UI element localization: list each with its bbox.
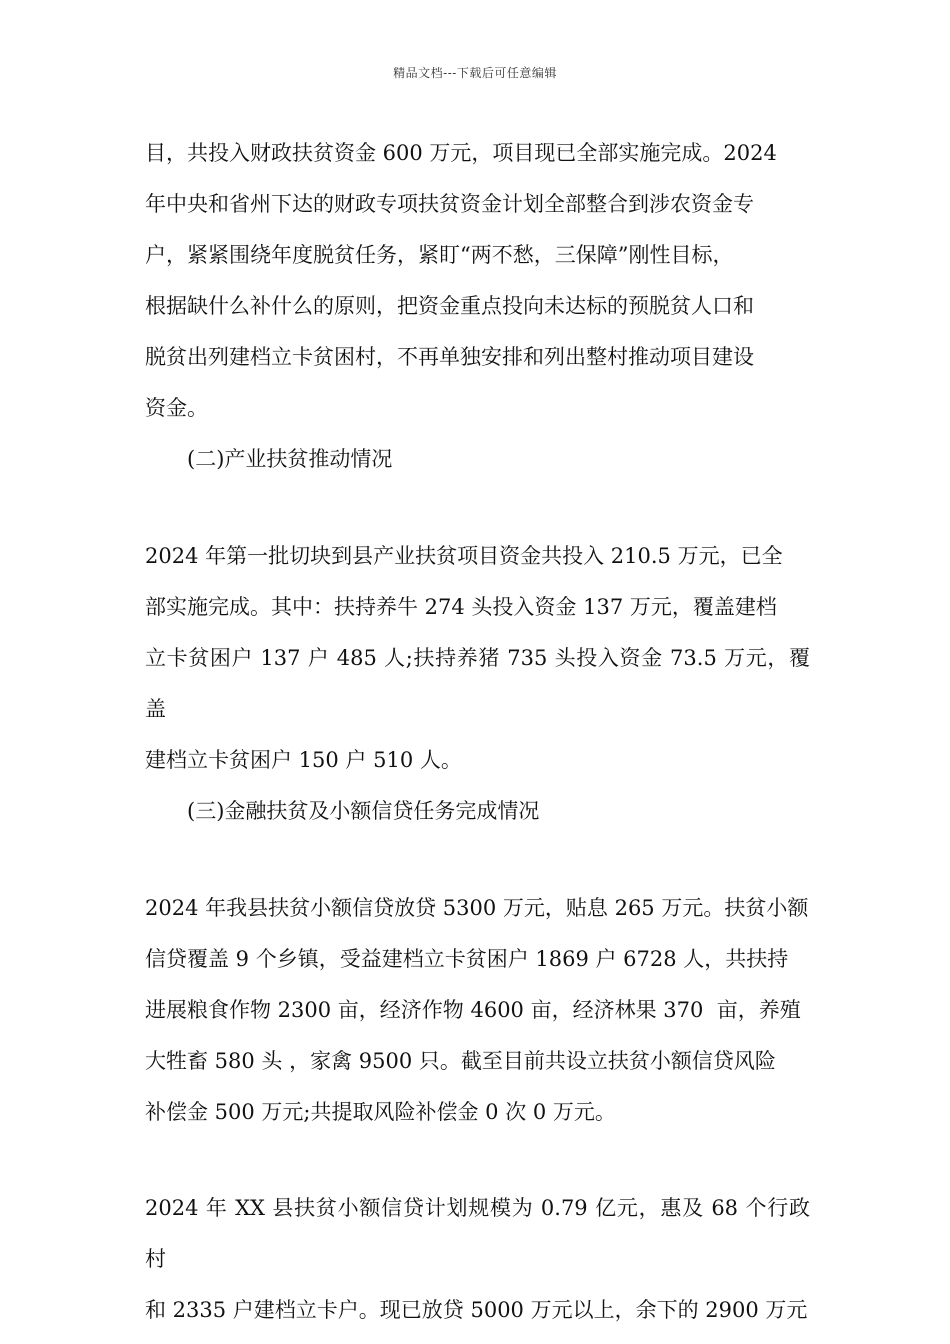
text-line: 大牲畜 580 头 ，家禽 9500 只。截至目前共设立扶贫小额信贷风险 <box>145 1049 776 1073</box>
text-line: 根据缺什么补什么的原则，把资金重点投向未达标的预脱贫人口和 <box>145 294 754 318</box>
page-header: 精品文档---下载后可任意编辑 <box>393 66 557 80</box>
paragraph-1 <box>145 128 810 434</box>
text-line: 部实施完成。其中：扶持养牛 274 头投入资金 137 万元，覆盖建档 <box>145 595 777 619</box>
section-heading-2: (二)产业扶贫推动情况 <box>187 447 393 471</box>
text-line: 信贷覆盖 9 个乡镇，受益建档立卡贫困户 1869 户 6728 人，共扶持 <box>145 947 789 971</box>
text-line: 脱贫出列建档立卡贫困村，不再单独安排和列出整村推动项目建设 <box>145 345 754 369</box>
section-heading-3: (三)金融扶贫及小额信贷任务完成情况 <box>187 799 540 823</box>
text-line: 资金。 <box>145 396 208 420</box>
document-body <box>145 128 810 1336</box>
text-line: 户，紧紧围绕年度脱贫任务，紧盯“两不愁，三保障”刚性目标， <box>145 243 734 267</box>
paragraph-2 <box>145 531 810 786</box>
text-line: 补偿金 500 万元;共提取风险补偿金 0 次 0 万元。 <box>145 1100 616 1124</box>
text-line: 年中央和省州下达的财政专项扶贫资金计划全部整合到涉农资金专 <box>145 192 754 216</box>
text-line: 立卡贫困户 137 户 485 人;扶持养猪 735 头投入资金 73.5 万元，覆盖 <box>145 646 810 721</box>
text-line: 和 2335 户建档立卡户。现已放贷 5000 万元以上，余下的 2900 万元 <box>145 1298 808 1322</box>
text-line: 目，共投入财政扶贫资金 600 万元，项目现已全部实施完成。2024 <box>145 141 777 165</box>
paragraph-3 <box>145 883 810 1138</box>
paragraph-4 <box>145 1183 810 1336</box>
text-line: 建档立卡贫困户 150 户 510 人。 <box>145 748 462 772</box>
text-line: 进展粮食作物 2300 亩，经济作物 4600 亩，经济林果 370 亩，养殖 <box>145 998 801 1022</box>
text-line: 2024 年第一批切块到县产业扶贫项目资金共投入 210.5 万元，已全 <box>145 544 783 568</box>
text-line: 2024 年我县扶贫小额信贷放贷 5300 万元，贴息 265 万元。扶贫小额 <box>145 896 809 920</box>
text-line: 2024 年 XX 县扶贫小额信贷计划规模为 0.79 亿元，惠及 68 个行政村 <box>145 1196 810 1271</box>
